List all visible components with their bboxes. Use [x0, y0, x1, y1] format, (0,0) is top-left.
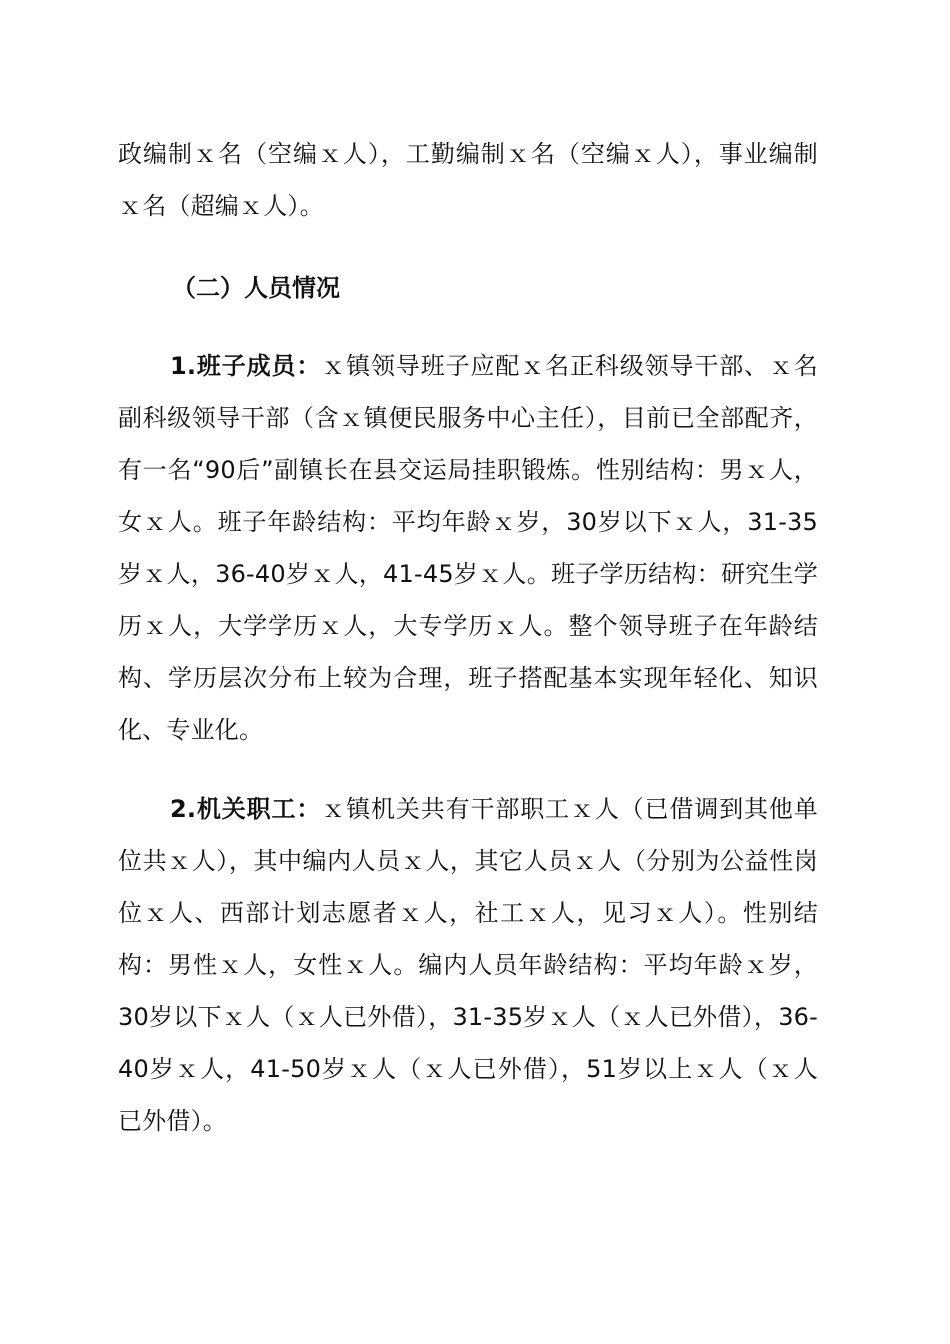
paragraph-office-staff-text: ｘ镇机关共有干部职工ｘ人（已借调到其他单位共ｘ人），其中编内人员ｘ人，其它人员ｘ人（分别为公益性岗位ｘ人、西部计划志愿者ｘ人，社工ｘ人，见习ｘ人）。性别结构：男性ｘ人，女性ｘ人。编内人员年龄结构：平均年龄ｘ岁，30岁以下ｘ人（ｘ人已外借），31-35岁ｘ人（ｘ人已外借），36-40岁ｘ人，41-50岁ｘ人（ｘ人已外借），51岁以上ｘ人（ｘ人已外借）。	[118, 795, 819, 1135]
paragraph-office-staff-label: 2.机关职工：	[170, 795, 322, 823]
paragraph-staffing-quota-text: 政编制ｘ名（空编ｘ人），工勤编制ｘ名（空编ｘ人），事业编制ｘ名（超编ｘ人）。	[118, 140, 818, 220]
paragraph-office-staff	[118, 783, 818, 1147]
paragraph-leadership-team-text: ｘ镇领导班子应配ｘ名正科级领导干部、ｘ名副科级领导干部（含ｘ镇便民服务中心主任），目前已全部配齐，有一名“90后”副镇长在县交运局挂职锻炼。性别结构：男ｘ人，女ｘ人。班子年龄结构：平均年龄ｘ岁，30岁以下ｘ人，31-35岁ｘ人，36-40岁ｘ人，41-45岁ｘ人。班子学历结构：研究生学历ｘ人，大学学历ｘ人，大专学历ｘ人。整个领导班子在年龄结构、学历层次分布上较为合理，班子搭配基本实现年轻化、知识化、专业化。	[118, 352, 819, 744]
section-heading-personnel: （二）人员情况	[172, 274, 340, 302]
paragraph-staffing-quota	[118, 128, 818, 232]
paragraph-leadership-team	[118, 340, 818, 756]
paragraph-leadership-team-label: 1.班子成员：	[170, 352, 322, 380]
